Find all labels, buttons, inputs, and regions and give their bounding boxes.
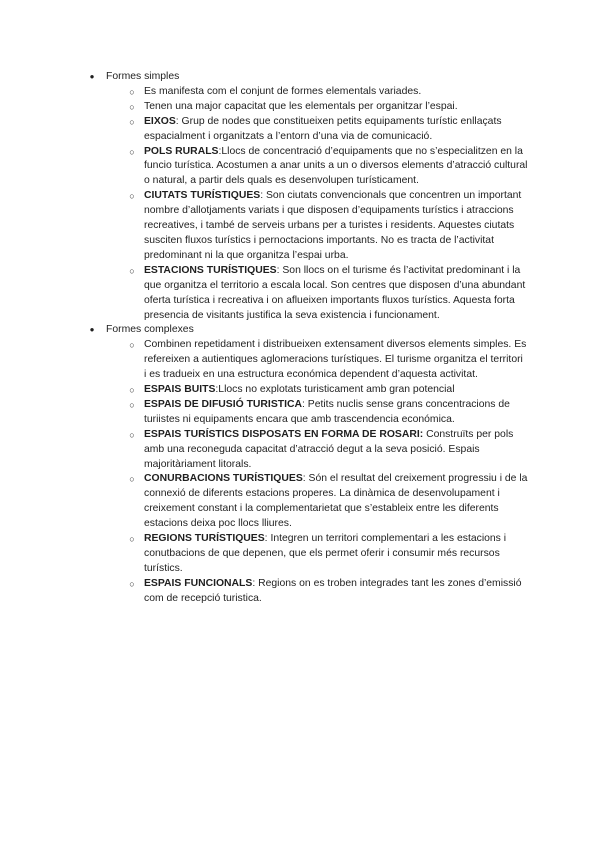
document-content: [88, 70, 528, 607]
hollow-bullet-icon: ○: [129, 385, 135, 396]
item-term: REGIONS TURÍSTIQUES: [144, 533, 265, 545]
item-term: CIUTATS TURÍSTIQUES: [144, 190, 261, 202]
item-term: ESPAIS BUITS: [144, 384, 216, 396]
hollow-bullet-icon: ○: [129, 474, 135, 485]
hollow-bullet-icon: ○: [129, 146, 135, 157]
item-text: : Son llocs on el turisme és l’activitat predominant i la que organitza el territorio a escala local. Son centres que disposen d’una abundant oferta turística i recreativa i on aflueixen importants fluxos turístics. Aquesta forta presencia de visitants justifica la seva existencia i funcionament.: [144, 264, 526, 321]
item-text: Es manifesta com el conjunt de formes elementals variades.: [144, 85, 422, 97]
list-item: [106, 428, 528, 473]
list-item: [106, 264, 528, 324]
list-item: [106, 189, 528, 264]
item-term: ESPAIS DE DIFUSIÓ TURISTICA: [144, 398, 302, 410]
sub-list: [106, 85, 528, 324]
hollow-bullet-icon: ○: [129, 578, 135, 589]
item-text: : Regions on es troben integrades tant les zones d’emissió com de recepció turistica.: [144, 577, 522, 604]
section-formes-complexes: [88, 323, 528, 606]
list-item: [106, 85, 528, 100]
list-item: [106, 115, 528, 145]
hollow-bullet-icon: ○: [129, 191, 135, 202]
item-text: Tenen una major capacitat que les elementals per organitzar l’espai.: [144, 100, 458, 112]
item-term: POLS RURALS: [144, 145, 219, 157]
item-text: : Són el resultat del creixement progressiu i de la connexió de diferents estacions properes. La dinàmica de desenvolupament i creixement constant i la complementarietat que s’estableix entre les diferents estacions deixa poc llocs lliures.: [144, 473, 528, 530]
list-item: [106, 383, 528, 398]
section-formes-simples: [88, 70, 528, 323]
item-term: ESTACIONS TURÍSTIQUES: [144, 264, 277, 276]
section-title: Formes complexes: [106, 324, 194, 336]
item-term: ESPAIS FUNCIONALS: [144, 577, 253, 589]
list-item: [106, 472, 528, 532]
item-text: :Llocs no explotats turisticament amb gran potencial: [215, 384, 455, 396]
hollow-bullet-icon: ○: [129, 86, 135, 97]
filled-bullet-icon: ●: [89, 72, 95, 81]
list-item: [106, 338, 528, 383]
item-term: ESPAIS TURÍSTICS DISPOSATS EN FORMA DE ROSARI:: [144, 428, 424, 440]
filled-bullet-icon: ●: [89, 325, 95, 335]
item-text: Construïts per pols amb una reconeguda capacitat d’atracció degut a la seva posició. Espais majoritàriament litorals.: [144, 428, 514, 470]
item-text: : Son ciutats convencionals que concentren un important nombre d’allotjaments variats i que disposen d’equipaments turístics i atraccions recreatives, i també de serveis urbans per a turistes i residents. Aquestes ciutats susciten fluxos turístics i pernoctacions importants. No es tracta de l’activitat predominant ni la que organitza l’espai urba.: [144, 190, 522, 261]
hollow-bullet-icon: ○: [129, 116, 135, 127]
list-item: [106, 532, 528, 577]
hollow-bullet-icon: ○: [129, 101, 135, 112]
list-item: [106, 577, 528, 607]
section-title: Formes simples: [106, 71, 180, 82]
hollow-bullet-icon: ○: [129, 340, 135, 351]
outline-list: [88, 70, 528, 607]
hollow-bullet-icon: ○: [129, 265, 135, 276]
sub-list: [106, 338, 528, 606]
list-item: [106, 398, 528, 428]
item-text: : Grup de nodes que constitueixen petits equipaments turístic enllaçats espacialment i organitzats a l’entorn d’una via de comunicació.: [144, 115, 502, 142]
item-term: EIXOS: [144, 115, 176, 127]
hollow-bullet-icon: ○: [129, 534, 135, 545]
list-item: [106, 100, 528, 115]
item-text: :Llocs de concentració d’equipaments que no s’especialitzen en la funcio turística. Acostumen a anar units a un o diversos elements d’atracció cultural o natural, a partir dels quals es desenvolupen turísticament.: [144, 145, 528, 187]
list-item: [106, 145, 528, 190]
hollow-bullet-icon: ○: [129, 429, 135, 440]
item-text: Combinen repetidament i distribueixen extensament diversos elements simples. Es refereixen a autientiques aglomeracions turístiques. El turisme organitza el territori i es tradueix en una estructura económica dependent d’aquesta activitat.: [144, 339, 527, 381]
item-text: : Integren un territori complementari a les estacions i conutbacions de que depenen, que els permet oferir i consumir més recursos turístics.: [144, 533, 507, 574]
hollow-bullet-icon: ○: [129, 399, 135, 410]
item-text: : Petits nuclis sense grans concentracions de turiistes ni equipaments encara que amb trascendencia económica.: [144, 398, 510, 425]
item-term: CONURBACIONS TURÍSTIQUES: [144, 473, 303, 485]
